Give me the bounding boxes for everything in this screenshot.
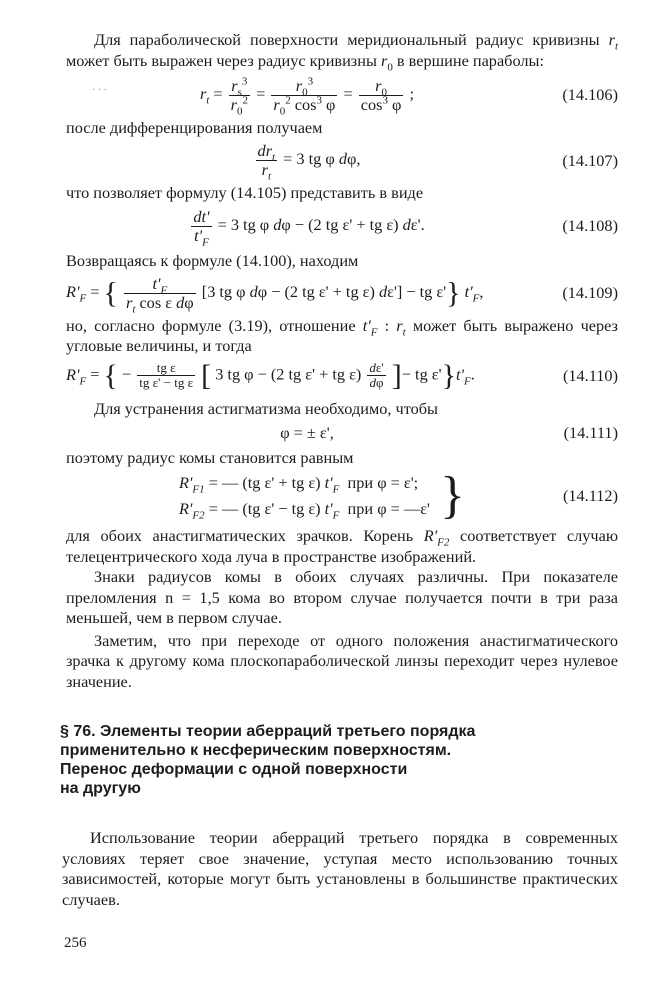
page-number: 256	[64, 935, 87, 951]
heading-line-2: применительно к несферическим поверхностям.	[60, 742, 452, 760]
paragraph-8: для обоих анастигматических зрачков. Корень $R'_{F2}$ соответствует случаю телецентрического хода луча в пространстве изображений.	[66, 526, 618, 566]
paragraph-3: что позволяет формулу (14.105) представить в виде	[66, 183, 424, 203]
equation-14-110: $R'_F$ = { − $\frac{\text{tg ε}}{\text{tg ε' − tg ε}}$ [ 3 tg φ − (2 tg ε' + tg ε) $\frac{d\varepsilon'}{d\varphi}$ ]− tg $\varepsilon'\}t'_F$. (14.110)	[66, 358, 618, 392]
equation-number: (14.110)	[562, 365, 618, 385]
heading-line-1: § 76. Элементы теории аберраций третьего порядка	[60, 723, 476, 741]
equation-14-107: $\frac{dr_t}{r_t}$ = 3 tg φ dφ, (14.107)	[257, 141, 618, 183]
paragraph-9: Знаки радиусов комы в обоих случаях различны. При показателе преломления n = 1,5 кома во втором случае получается почти в три раза меньшей, чем в первом случае.	[66, 567, 618, 628]
equation-14-111: φ = ± ε', (14.111)	[280, 423, 618, 443]
paragraph-11: Использование теории аберраций третьего порядка в современных условиях теряет свое значение, уступая место использованию точных зависимостей, которые могут быть установлены в большинстве практических случаев.	[62, 828, 618, 909]
heading-line-3: Перенос деформации с одной поверхности	[60, 761, 408, 779]
paragraph-7: поэтому радиус комы становится равным	[66, 447, 354, 467]
equation-14-109: $R'_F$ = { $\frac{t'_F}{r_t \cos \varepsilon d\varphi}$ [3 tg φ dφ − (2 tg ε' + tg ε) dε'] − tg ε'} $t'_F$, (14.109)	[66, 274, 618, 316]
equation-14-106: · · · $r_t$ = $\frac{r_s^3}{r_0^2}$ = $\frac{r_0^3}{r_0^2 \cos^3 \varphi}$ = $\frac{r_0}{\cos^3 \varphi}$ ; (14.106)	[92, 75, 618, 118]
paragraph-6: Для устранения астигматизма необходимо, чтобы	[94, 398, 438, 418]
equation-14-108: $\frac{dt'}{t'_F}$ = 3 tg φ dφ − (2 tg ε' + tg ε) dε'. (14.108)	[193, 206, 618, 248]
equation-number: (14.107)	[562, 150, 618, 170]
equation-14-112: $R'_{F1}$ = — (tg ε' + tg ε) $t'_F$ при φ = ε'; $R'_{F2}$ = — (tg ε' − tg ε) $t'_F$ при φ = —ε' } (14.112)	[178, 467, 618, 525]
equation-number: (14.108)	[562, 215, 618, 235]
heading-line-4: на другую	[60, 780, 141, 798]
paragraph-5: но, согласно формуле (3.19), отношение $t'_F$ : $r_t$ может быть выражено через угловые величины, и тогда	[66, 315, 618, 356]
section-heading	[60, 722, 618, 798]
page-body	[60, 30, 618, 910]
equation-number: (14.111)	[563, 423, 618, 443]
equation-number: (14.112)	[562, 486, 618, 506]
equation-number: (14.109)	[562, 283, 618, 303]
paragraph-4: Возвращаясь к формуле (14.100), находим	[66, 250, 359, 270]
paragraph-2: после дифференцирования получаем	[66, 117, 323, 137]
equation-number: (14.106)	[562, 85, 618, 105]
paragraph-1: Для параболической поверхности меридиональный радиус кривизны $r_t$ может быть выражен через радиус кривизны $r_0$ в вершине параболы:	[66, 30, 618, 73]
paragraph-10: Заметим, что при переходе от одного положения анастигматического зрачка к другому кома плоскопараболической линзы переходит через нулевое значение.	[66, 630, 618, 691]
